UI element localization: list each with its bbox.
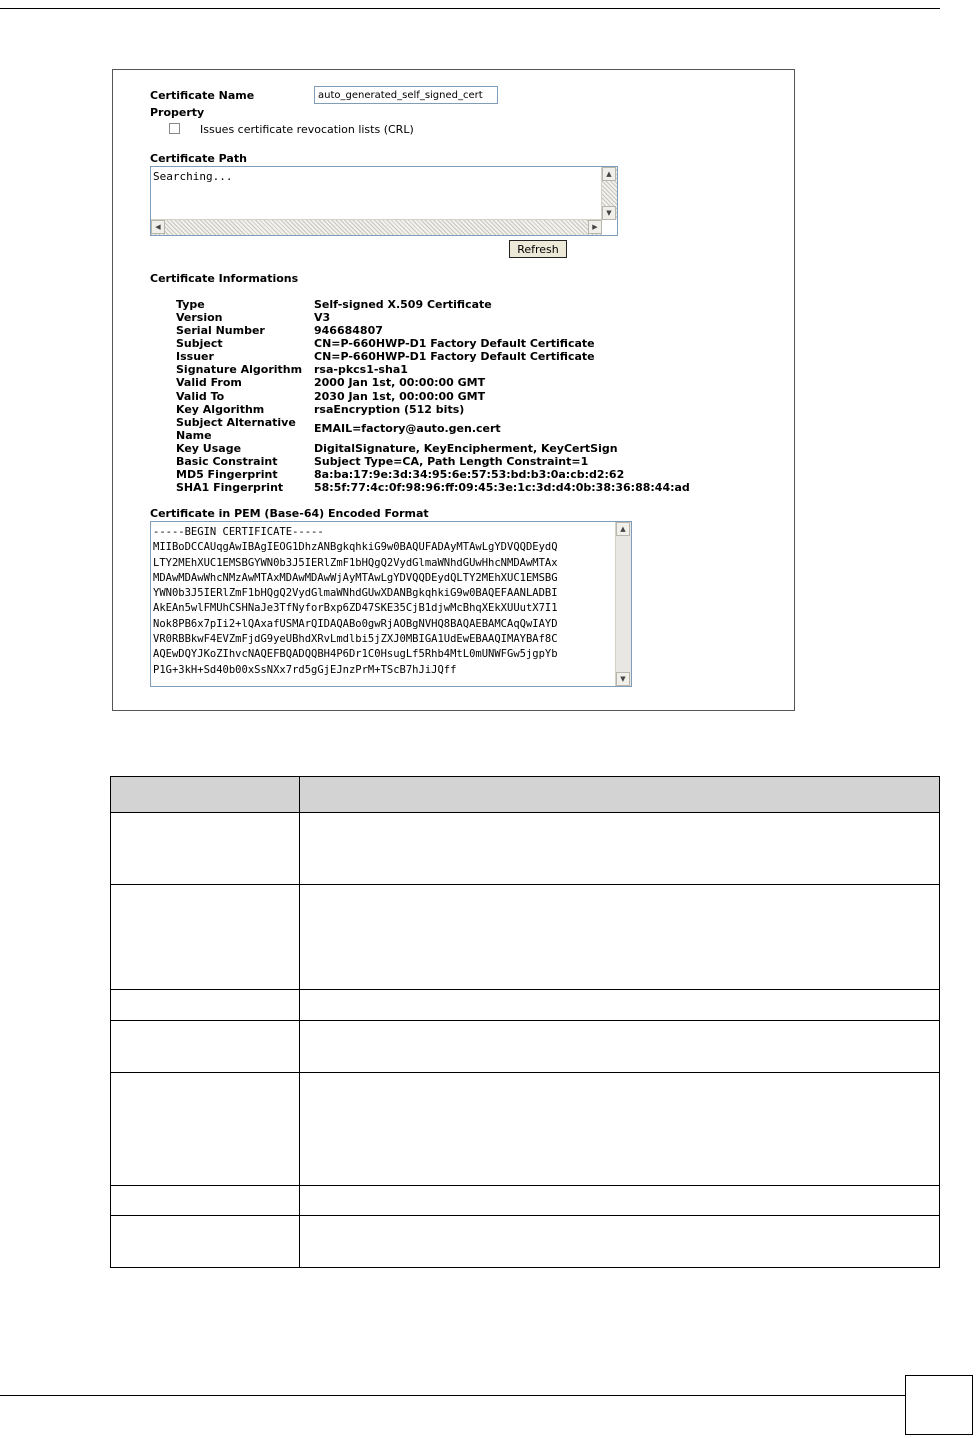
path-horizontal-scrollbar[interactable]	[151, 219, 602, 235]
info-key-subject-alt: Subject Alternative	[176, 416, 296, 429]
info-value-md5: 8a:ba:17:9e:3d:34:95:6e:57:53:bd:b3:0a:cb:d2:62	[314, 468, 625, 481]
certificate-details-panel	[112, 69, 795, 711]
footer-rule	[0, 1395, 905, 1396]
path-vertical-scrollbar[interactable]	[601, 167, 617, 220]
info-value-version: V3	[314, 311, 331, 324]
info-value-sha1: 58:5f:77:4c:0f:98:96:ff:09:45:3e:1c:3d:d4:0b:38:36:88:44:ad	[314, 481, 690, 494]
pem-text: -----BEGIN CERTIFICATE----- MIIBoDCCAUqgAwIBAgIEOG1DhzANBgkqhkiG9w0BAQUFADAyMTAwLgYDVQQDEydQ LTY2MEhXUC1EMSBGYWN0b3J5IERlZmF1bHQgQ2VydGlmaWNhdGUwHhcNMDAwMTAx MDAwMDAwWhcNMzAwMTAxMDAwMDAwWjAyMTAwLgYDVQQDEydQLTY2MEhXUC1EMSBG YWN0b3J5IERlZmF1bHQgQ2VydGlmaWNhdGUwXDANBgkqhkiG9w0BAQEFAANLADBI AkEAn5wlFMUhCSHNaJe3TfNyforBxp6ZD47SKE35CjB1djwMcBhqXEkXUUutX7I1 Nok8PB6x7pIi2+lQAxafUSMArQIDAQABo0gwRjAOBgNVHQ8BAQAEBAMCAqQwIAYD VR0RBBkwF4EVZmFjdG9yeUBhdXRvLmdlbi5jZXJ0MBIGA1UdEwEBAAQIMAYBAf8C AQEwDQYJKoZIhvcNAQEFBQADQQBH4P6Dr1C0HsugLf5Rhb4MtL0mUNWFGw5jgpYb P1G+3kH+Sd40b00xSsNXx7rd5gGjEJnzPrM+TScB7hJiJQff	[153, 526, 558, 676]
table-row	[111, 813, 940, 885]
info-key-md5: MD5 Fingerprint	[176, 468, 278, 481]
info-value-basic-constraint: Subject Type=CA, Path Length Constraint=1	[314, 455, 589, 468]
table-row	[111, 1186, 940, 1216]
certificate-informations-label: Certificate Informations	[150, 272, 299, 285]
info-key-subject-alt-name: Name	[176, 429, 212, 442]
table-row	[111, 1216, 940, 1268]
info-value-key-algorithm: rsaEncryption (512 bits)	[314, 403, 465, 416]
pem-vertical-scrollbar[interactable]	[615, 522, 631, 686]
info-value-type: Self-signed X.509 Certificate	[314, 298, 492, 311]
table-header-cell	[300, 777, 940, 813]
info-key-signature-algorithm: Signature Algorithm	[176, 363, 303, 376]
info-value-serial: 946684807	[314, 324, 383, 337]
pem-textarea[interactable]	[150, 521, 632, 687]
certificate-name-label: Certificate Name	[150, 89, 255, 102]
scroll-right-icon[interactable]: ▶	[588, 220, 602, 234]
info-key-valid-from: Valid From	[176, 376, 242, 389]
pem-format-label: Certificate in PEM (Base-64) Encoded Format	[150, 507, 429, 520]
info-value-subject-alt: EMAIL=factory@auto.gen.cert	[314, 422, 501, 435]
info-value-signature-algorithm: rsa-pkcs1-sha1	[314, 363, 408, 376]
scroll-down-icon[interactable]: ▼	[616, 672, 630, 686]
table-header-cell	[111, 777, 300, 813]
scroll-up-icon[interactable]: ▲	[616, 522, 630, 536]
crl-checkbox[interactable]	[169, 123, 180, 134]
info-key-type: Type	[176, 298, 205, 311]
certificate-path-textarea[interactable]	[150, 166, 618, 236]
info-value-subject: CN=P-660HWP-D1 Factory Default Certificate	[314, 337, 595, 350]
certificate-path-text: Searching...	[153, 170, 233, 183]
info-key-sha1: SHA1 Fingerprint	[176, 481, 284, 494]
certificate-path-label: Certificate Path	[150, 152, 247, 165]
info-value-issuer: CN=P-660HWP-D1 Factory Default Certificate	[314, 350, 595, 363]
info-key-issuer: Issuer	[176, 350, 214, 363]
header-rule	[0, 8, 940, 9]
page-number-box	[905, 1375, 973, 1435]
table-header-row	[111, 777, 940, 813]
info-key-valid-to: Valid To	[176, 390, 225, 403]
info-value-valid-from: 2000 Jan 1st, 00:00:00 GMT	[314, 376, 486, 389]
field-description-table	[110, 776, 940, 1268]
crl-label: Issues certificate revocation lists (CRL)	[200, 123, 414, 136]
info-key-version: Version	[176, 311, 223, 324]
info-key-key-usage: Key Usage	[176, 442, 242, 455]
table-row	[111, 1021, 940, 1073]
scroll-left-icon[interactable]: ◀	[151, 220, 165, 234]
info-key-serial: Serial Number	[176, 324, 265, 337]
table-row	[111, 1073, 940, 1186]
scroll-down-icon[interactable]: ▼	[602, 206, 616, 220]
table-row	[111, 885, 940, 990]
refresh-button[interactable]: Refresh	[509, 240, 567, 258]
property-label: Property	[150, 106, 205, 119]
info-value-valid-to: 2030 Jan 1st, 00:00:00 GMT	[314, 390, 486, 403]
info-key-subject: Subject	[176, 337, 223, 350]
info-key-key-algorithm: Key Algorithm	[176, 403, 265, 416]
info-key-basic-constraint: Basic Constraint	[176, 455, 278, 468]
certificate-name-input[interactable]	[314, 86, 498, 104]
scroll-up-icon[interactable]: ▲	[602, 167, 616, 181]
table-row	[111, 990, 940, 1021]
info-value-key-usage: DigitalSignature, KeyEncipherment, KeyCertSign	[314, 442, 618, 455]
